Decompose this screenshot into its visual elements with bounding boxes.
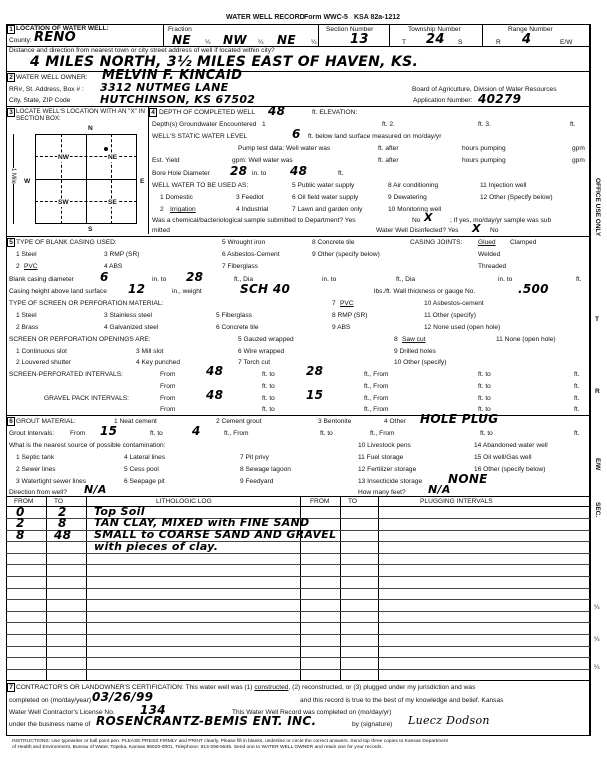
grout-ft-from-1: ft., From [224, 430, 249, 437]
compass-w: W [24, 178, 31, 185]
joint-clamped[interactable]: Clamped [510, 239, 537, 246]
distance-value[interactable]: 4 MILES NORTH, 3½ MILES EAST OF HAVEN, KS. [30, 54, 419, 70]
section-1-number: 1 [7, 25, 15, 34]
use-12[interactable]: 12 Other (Specify below) [480, 194, 553, 201]
fraction-3[interactable]: NE [277, 33, 296, 47]
use-5[interactable]: 5 Public water supply [292, 182, 355, 189]
chem-no[interactable]: No [412, 217, 421, 224]
contamination-label: What is the nearest source of possible contamination: [9, 442, 166, 449]
grout-ft: ft. [574, 430, 580, 437]
contam-1[interactable]: 1 Septic tank [16, 454, 55, 461]
contam-14[interactable]: 14 Abandoned water well [474, 442, 548, 449]
signature[interactable]: Luecz Dodson [408, 714, 490, 727]
compass-n: N [88, 125, 93, 132]
depth-value[interactable]: 48 [268, 104, 286, 118]
bore-diameter[interactable]: 28 [230, 164, 248, 178]
grout-4[interactable]: 4 Other [384, 418, 406, 425]
screen-4[interactable]: 4 Galvanized steel [104, 324, 159, 331]
screen-3[interactable]: 3 Stainless steel [104, 312, 153, 319]
quadrant-sw: SW [58, 199, 69, 206]
screen-5[interactable]: 5 Fiberglass [216, 312, 252, 319]
range-number[interactable]: 4 [522, 32, 532, 47]
scr-ft-from-2: ft., From [364, 383, 389, 390]
log-row-4-desc[interactable]: with pieces of clay. [94, 540, 219, 553]
static-tail: ft. below land surface measured on mo/day/yr [308, 133, 442, 140]
yield-hours: hours pumping [462, 157, 506, 164]
contam-8[interactable]: 8 Sewage lagoon [240, 466, 291, 473]
contam-6[interactable]: 6 Seepage pit [124, 478, 165, 485]
scr-ft-to-2: ft. to [478, 371, 491, 378]
grout-to[interactable]: 4 [192, 424, 201, 438]
opening-6[interactable]: 6 Wire wrapped [238, 348, 285, 355]
opening-3[interactable]: 3 Mill slot [136, 348, 164, 355]
grv-ft-1: ft. [574, 395, 580, 402]
casing-7[interactable]: 7 Fiberglass [222, 263, 258, 270]
gw-2: ft. 2. [382, 121, 395, 128]
blank-ft-dia-1: ft., Dia [234, 276, 254, 283]
opening-5[interactable]: 5 Gauzed wrapped [238, 336, 294, 343]
fraction-2[interactable]: NW [223, 33, 247, 47]
opening-4[interactable]: 4 Key punched [136, 359, 180, 366]
log-rule [6, 588, 590, 589]
quarter-1: ¼ [205, 39, 211, 46]
use-11[interactable]: 11 Injection well [480, 182, 527, 189]
log-rule [6, 611, 590, 612]
gravel-to[interactable]: 15 [306, 388, 324, 402]
gravel-intervals-label: GRAVEL PACK INTERVALS: [44, 395, 130, 402]
use-3[interactable]: 3 Feedlot [236, 194, 264, 201]
casing-5[interactable]: 5 Wrought iron [222, 239, 266, 246]
grv-ft-to-3: ft. to [262, 406, 275, 413]
blank-in-to-2: in. to [322, 276, 337, 283]
opening-9[interactable]: 9 Drilled holes [394, 348, 436, 355]
screen-10[interactable]: 10 Asbestos-cement [424, 300, 484, 307]
groundwater-label: Depth(s) Groundwater Encountered [152, 121, 257, 128]
weight-label: in., weight [172, 288, 202, 295]
quarter-2: ¼ [258, 39, 264, 46]
log-rule [6, 669, 590, 670]
log-row-2-to[interactable]: 8 [58, 516, 67, 530]
grout-from[interactable]: 15 [100, 424, 118, 438]
signature-label: by (signature) [352, 721, 393, 728]
opening-7[interactable]: 7 Torch cut [238, 359, 271, 366]
contam-11[interactable]: 11 Fuel storage [358, 454, 404, 461]
board-label: Board of Agriculture, Division of Water Resources [412, 86, 557, 93]
plug-to-header: TO [348, 498, 358, 505]
grout-heading: GROUT MATERIAL: [16, 418, 76, 425]
compass-e: E [140, 178, 145, 185]
grv-ft-to-4: ft. to [478, 406, 491, 413]
casing-6[interactable]: 6 Asbestos-Cement [222, 251, 280, 258]
bore-to-label: in. to [252, 170, 267, 177]
completed-date[interactable]: 03/26/99 [92, 690, 154, 704]
screen-11[interactable]: 11 Other (specify) [424, 312, 476, 319]
scr-ft-to-1: ft. to [262, 371, 275, 378]
section-4-number: 4 [149, 108, 157, 117]
screen-material-heading: TYPE OF SCREEN OR PERFORATION MATERIAL: [9, 300, 164, 307]
owner-label: WATER WELL OWNER: [16, 74, 88, 81]
use-2-num: 2 [160, 206, 164, 213]
use-1[interactable]: 1 Domestic [160, 194, 193, 201]
chem-tail: ; If yes, mo/day/yr sample was sub [450, 217, 552, 224]
static-value[interactable]: 6 [292, 127, 301, 141]
yield-gpm: gpm: Well water was [232, 157, 293, 164]
how-many-feet-value[interactable]: N/A [428, 483, 451, 496]
contam-other-value[interactable]: NONE [448, 472, 488, 486]
opening-10[interactable]: 10 Other (specify) [394, 359, 447, 366]
disinfected-no[interactable]: No [490, 227, 499, 234]
grv-from-2: From [160, 406, 176, 413]
static-label: WELL'S STATIC WATER LEVEL [152, 133, 248, 140]
log-to-header: TO [54, 498, 64, 505]
address-label: RR#, St. Address, Box # : [9, 86, 84, 93]
grv-ft-2: ft. [574, 406, 580, 413]
log-rule [6, 634, 590, 635]
license-number[interactable]: 134 [140, 703, 166, 717]
range-ew: E/W [560, 39, 573, 46]
use-4[interactable]: 4 Industrial [236, 206, 269, 213]
blank-in-to: in. to [152, 276, 167, 283]
direction-label: Direction from well? [9, 489, 67, 496]
opening-8-saw-cut[interactable]: Saw cut [402, 336, 426, 343]
casing-4[interactable]: 4 ABS [104, 263, 123, 270]
compass-s: S [88, 226, 93, 233]
opening-1[interactable]: 1 Continuous slot [16, 348, 67, 355]
section-2-number: 2 [7, 73, 15, 82]
use-8[interactable]: 8 Air conditioning [388, 182, 439, 189]
side-ew: E/W [594, 458, 601, 471]
weight-value[interactable]: SCH 40 [240, 282, 291, 296]
blank-to[interactable]: 28 [186, 270, 204, 284]
address-value[interactable]: 3312 NUTMEG LANE [100, 81, 229, 94]
bore-to[interactable]: 48 [290, 164, 308, 178]
openings-heading: SCREEN OR PERFORATION OPENINGS ARE: [9, 336, 151, 343]
blank-casing-heading: TYPE OF BLANK CASING USED: [16, 239, 117, 246]
grv-ft-to-1: ft. to [262, 395, 275, 402]
use-9[interactable]: 9 Dewatering [388, 194, 427, 201]
log-row-3-desc[interactable]: SMALL to COARSE SAND AND GRAVEL [94, 528, 337, 541]
side-quarter-1: ¼ [594, 604, 600, 611]
casing-8[interactable]: 8 Concrete tile [312, 239, 355, 246]
grout-other-value[interactable]: HOLE PLUG [420, 412, 499, 426]
grv-ft-from-1: ft., From [364, 395, 389, 402]
depth-label: DEPTH OF COMPLETED WELL [159, 109, 255, 116]
location-heading: LOCATION OF WATER WELL: [16, 25, 109, 32]
scr-ft-1: ft. [574, 371, 580, 378]
office-use-only: OFFICE USE ONLY [594, 178, 601, 237]
scr-from-2: From [160, 383, 176, 390]
township-s: S [458, 39, 463, 46]
contam-10[interactable]: 10 Livestock pens [358, 442, 411, 449]
county-value[interactable]: RENO [34, 30, 77, 45]
use-7[interactable]: 7 Lawn and garden only [292, 206, 363, 213]
gw-ft: ft. [570, 121, 576, 128]
screen-8[interactable]: 8 RMP (SR) [332, 312, 368, 319]
yield-gpm2: gpm [572, 157, 585, 164]
township-label: Township Number [408, 26, 461, 33]
elevation-label: ft. ELEVATION: [312, 109, 358, 116]
screen-7-pvc[interactable]: PVC [340, 300, 354, 307]
screen-2[interactable]: 2 Brass [16, 324, 39, 331]
application-number[interactable]: 40279 [478, 92, 522, 106]
owner-value[interactable]: MELVIN F. KINCAID [102, 68, 243, 83]
city-value[interactable]: HUTCHINSON, KS 67502 [100, 93, 256, 106]
log-rule [6, 657, 590, 658]
blank-diameter[interactable]: 6 [100, 270, 109, 284]
direction-value[interactable]: N/A [84, 483, 107, 496]
instructions-line-1: INSTRUCTIONS: Use typewriter or ball point pen. PLEASE PRESS FIRMLY and PRINT clearly. Please fill in blanks, underline or circle the correct answers. Send top three copies to Kansas Department [12, 739, 448, 744]
city-label: City, State, ZIP Code [9, 97, 71, 104]
side-sec: SEC. [594, 502, 601, 518]
use-6[interactable]: 6 Oil field water supply [292, 194, 359, 201]
scr-from-1: From [160, 371, 176, 378]
bore-label: Bore Hole Diameter [152, 170, 210, 177]
grout-ft-from-2: ft., From [370, 430, 395, 437]
screen-to[interactable]: 28 [306, 364, 324, 378]
grv-ft-from-2: ft., From [364, 406, 389, 413]
section-number[interactable]: 13 [350, 32, 369, 47]
screen-1[interactable]: 1 Steel [16, 312, 37, 319]
section-number-label: Section Number [326, 26, 374, 33]
grv-from-1: From [160, 395, 176, 402]
cert-line-3: This Water Well Record was completed on (mo/day/yr) [232, 709, 392, 716]
fraction-label: Fraction [168, 26, 192, 33]
grout-2[interactable]: 2 Cement grout [216, 418, 262, 425]
form-title: WATER WELL RECORD [226, 14, 305, 21]
casing-2-pvc[interactable]: PVC [24, 263, 38, 270]
wall-label: lbs./ft. Wall thickness or gauge No. [374, 288, 476, 295]
log-row-2-desc[interactable]: TAN CLAY, MIXED with FINE SAND [94, 516, 310, 529]
business-label: under the business name of [9, 721, 91, 728]
log-rule [6, 564, 590, 565]
cert-line-1: CONTRACTOR'S OR LANDOWNER'S CERTIFICATION: This water well was (1) constructed, (2) reconstructed, or (3) plugged under my jurisdiction and was [16, 684, 476, 691]
scr-ft-to-3: ft. to [262, 383, 275, 390]
joint-threaded[interactable]: Threaded [478, 263, 507, 270]
use-2-irrigation[interactable]: Irrigation [170, 206, 196, 213]
screen-6[interactable]: 6 Concrete tile [216, 324, 259, 331]
gw-1: 1 [262, 121, 266, 128]
well-location-mark [104, 147, 108, 151]
chem-sample-label: Was a chemical/bacteriological sample submitted to Department? Yes [152, 217, 356, 224]
disinfected-mark: X [472, 222, 481, 235]
opening-8-num: 8 [394, 336, 398, 343]
quadrant-se: SE [108, 199, 117, 206]
grout-1[interactable]: 1 Neat cement [114, 418, 157, 425]
blank-diameter-label: Blank casing diameter [9, 276, 74, 283]
screen-7-num: 7 [332, 300, 336, 307]
screen-from[interactable]: 48 [206, 364, 224, 378]
gw-3: ft. 3. [478, 121, 491, 128]
contam-16[interactable]: 16 Other (specify below) [474, 466, 546, 473]
log-row-3-from[interactable]: 8 [16, 528, 25, 542]
side-quarter-2: ¼ [594, 636, 600, 643]
chem-no-mark: X [424, 211, 433, 224]
casing-1[interactable]: 1 Steel [16, 251, 37, 258]
section-7-number: 7 [7, 683, 15, 692]
casing-9[interactable]: 9 Other (specify below) [312, 251, 380, 258]
grout-ft-to-1: ft. to [150, 430, 163, 437]
grout-ft-to-2: ft. to [320, 430, 333, 437]
disinfected-label: Water Well Disinfected? Yes [376, 227, 459, 234]
log-row-2-from[interactable]: 2 [16, 516, 25, 530]
log-row-1-desc[interactable]: Top Soil [94, 505, 145, 518]
log-rule [6, 646, 590, 647]
grv-ft-to-2: ft. to [478, 395, 491, 402]
contam-2[interactable]: 2 Sewer lines [16, 466, 56, 473]
side-quarter-3: ¼ [594, 664, 600, 671]
contam-7[interactable]: 7 Pit privy [240, 454, 269, 461]
contam-4[interactable]: 4 Lateral lines [124, 454, 166, 461]
log-from-header: FROM [14, 498, 34, 505]
pump-test-label: Pump test data: Well water was [238, 145, 331, 152]
log-rule [6, 599, 590, 600]
quadrant-ne: NE [108, 154, 118, 161]
quadrant-nw: NW [58, 154, 69, 161]
casing-height-label: Casing height above land surface [9, 288, 107, 295]
contam-5[interactable]: 5 Cess pool [124, 466, 159, 473]
wall-value[interactable]: .500 [518, 282, 549, 296]
screen-9[interactable]: 9 ABS [332, 324, 351, 331]
side-t: T [595, 316, 600, 323]
log-rule [6, 553, 590, 554]
lithologic-log-header: LITHOLOGIC LOG [156, 498, 212, 505]
opening-2[interactable]: 2 Louvered shutter [16, 359, 71, 366]
completed-label: completed on (mo/day/year) [9, 697, 92, 704]
contam-12[interactable]: 12 Fertilizer storage [358, 466, 417, 473]
blank-ft: ft. [576, 276, 582, 283]
plug-from-header: FROM [310, 498, 330, 505]
bore-ft: ft. [338, 170, 344, 177]
log-rule [6, 576, 590, 577]
use-10[interactable]: 10 Monitoring well [388, 206, 442, 213]
quarter-3: ¼ [311, 39, 317, 46]
joint-welded[interactable]: Welded [478, 251, 501, 258]
township-t: T [402, 39, 407, 46]
business-name[interactable]: ROSENCRANTZ-BEMIS ENT. INC. [96, 714, 317, 728]
opening-11[interactable]: 11 None (open hole) [496, 336, 556, 343]
yield-ft-after: ft. after [378, 157, 399, 164]
plugging-intervals-header: PLUGGING INTERVALS [420, 498, 493, 505]
blank-in-to-3: in. to [498, 276, 513, 283]
log-row-1-from[interactable]: 0 [16, 505, 25, 519]
use-label: WELL WATER TO BE USED AS: [152, 182, 249, 189]
license-label: Water Well Contractor's License No. [9, 709, 115, 716]
contam-3[interactable]: 3 Watertight sewer lines [16, 478, 87, 485]
grout-3[interactable]: 3 Bentonite [318, 418, 352, 425]
range-r: R [496, 39, 501, 46]
range-label: Range Number [508, 26, 553, 33]
screen-12[interactable]: 12 None used (open hole) [424, 324, 501, 331]
yield-label: Est. Yield [152, 157, 180, 164]
contam-15[interactable]: 15 Oil well/Gas well [474, 454, 532, 461]
scr-ft-to-4: ft. to [478, 383, 491, 390]
contam-13[interactable]: 13 Insecticide storage [358, 478, 423, 485]
scr-ft-2: ft. [574, 383, 580, 390]
application-label: Application Number: [413, 97, 473, 104]
cert-line-2: and this record is true to the best of my knowledge and belief. Kansas [300, 697, 504, 704]
log-row-3-to[interactable]: 48 [54, 528, 72, 542]
pump-gpm: gpm [572, 145, 585, 152]
blank-ft-dia-2: ft., Dia [396, 276, 416, 283]
pump-ft-after: ft. after [378, 145, 399, 152]
grout-ft-to-3: ft. to [480, 430, 493, 437]
form-number: Form WWC-5 [304, 14, 348, 21]
pump-hours: hours pumping [462, 145, 506, 152]
instructions-line-2: of Health and Environment, Bureau of Water, Topeka, Kansas 66620-0001. Telephone: 913-296-5545. Send one to WATER WELL OWNER and retain one for your records. [12, 745, 383, 750]
section-3-number: 3 [7, 108, 15, 117]
scr-ft-from-1: ft., From [364, 371, 389, 378]
screen-intervals-label: SCREEN-PERFORATED INTERVALS: [9, 371, 123, 378]
grout-intervals-label: Grout Intervals: [9, 430, 55, 437]
side-r: R [595, 388, 600, 395]
grout-from-label: From [70, 430, 86, 437]
gravel-from[interactable]: 48 [206, 388, 224, 402]
casing-2-num: 2 [16, 263, 20, 270]
log-rule [6, 622, 590, 623]
chem-mitted: mitted [152, 227, 170, 234]
section-6-number: 6 [7, 417, 15, 426]
one-mile-label: 1 Mile [10, 168, 16, 185]
section-5-number: 5 [7, 238, 15, 247]
casing-height[interactable]: 12 [128, 282, 146, 296]
locate-heading: LOCATE WELL'S LOCATION WITH AN "X" IN SECTION BOX: [16, 108, 145, 122]
township-number[interactable]: 24 [426, 32, 445, 47]
contam-9[interactable]: 9 Feedyard [240, 478, 274, 485]
log-row-1-to[interactable]: 2 [58, 505, 67, 519]
distance-label: Distance and direction from nearest town or city street address of well if located within city? [9, 47, 275, 54]
ksa-number: KSA 82a-1212 [354, 14, 401, 21]
county-label: County: [9, 37, 32, 44]
how-many-feet-label: How many feet? [358, 489, 406, 496]
fraction-1[interactable]: NE [172, 33, 191, 47]
joint-glued[interactable]: Glued [478, 239, 496, 246]
casing-3[interactable]: 3 RMP (SR) [104, 251, 140, 258]
casing-joints-label: CASING JOINTS: [410, 239, 463, 246]
